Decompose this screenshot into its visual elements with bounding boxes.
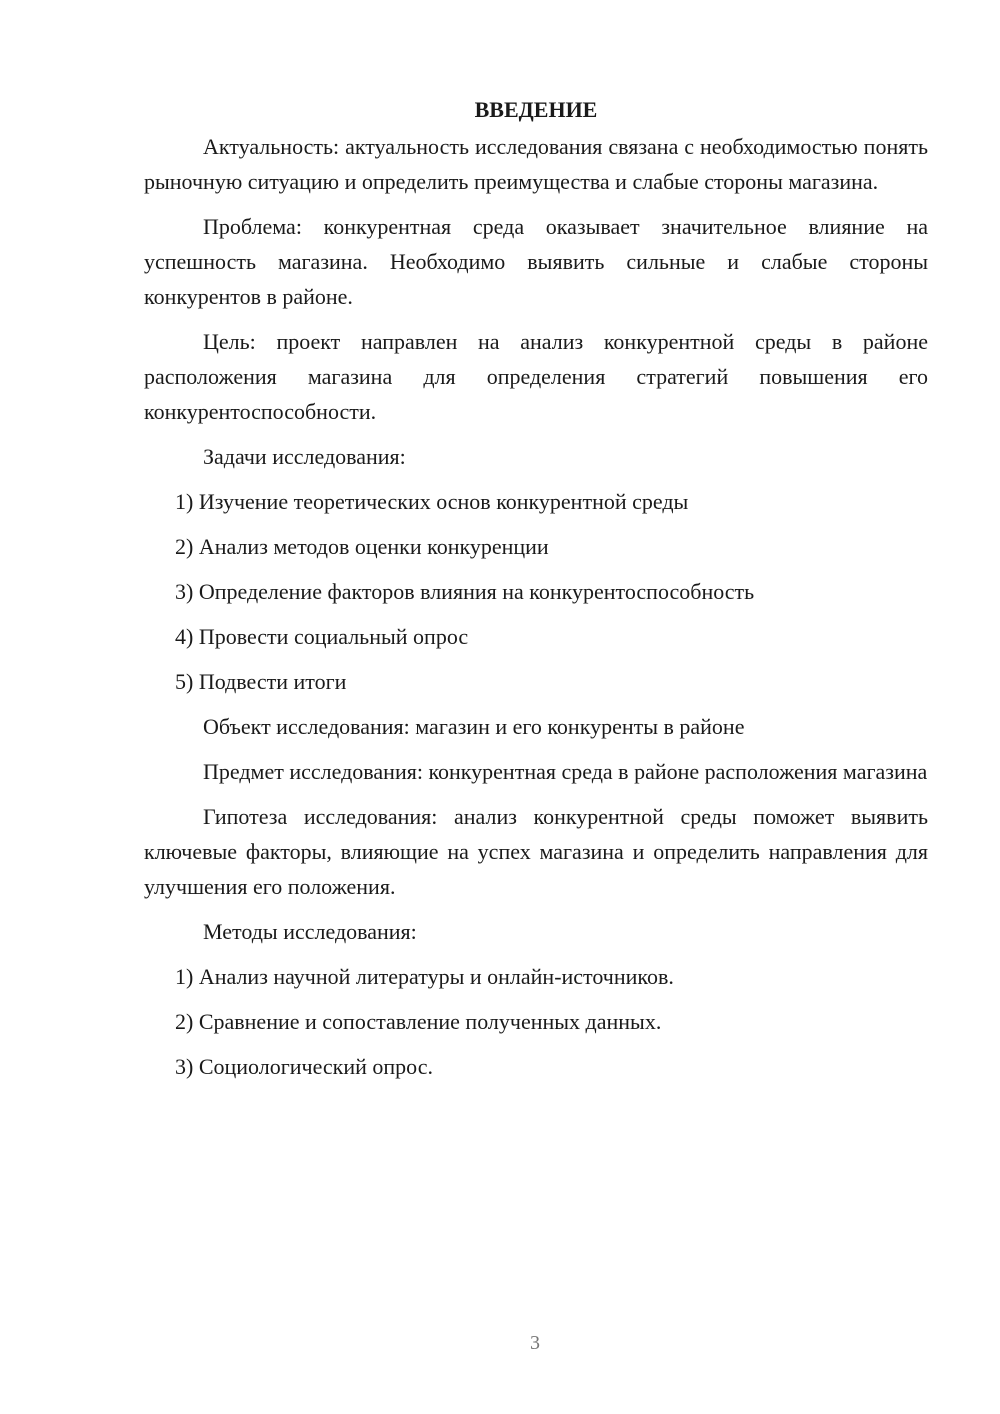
- section-title: ВВЕДЕНИЕ: [474, 97, 598, 122]
- problem-paragraph: Проблема: конкурентная среда оказывает значительное влияние на успешность магазина. Необходимо выявить сильные и слабые стороны конкурентов в районе.: [144, 214, 928, 309]
- list-item: 3) Социологический опрос.: [175, 1054, 433, 1079]
- list-item: 2) Сравнение и сопоставление полученных данных.: [175, 1009, 662, 1034]
- page-number: 3: [530, 1332, 540, 1354]
- list-item: 3) Определение факторов влияния на конкурентоспособность: [175, 579, 755, 604]
- methods-list: [144, 959, 928, 1084]
- list-item: 4) Провести социальный опрос: [175, 624, 469, 649]
- subject-paragraph: Предмет исследования: конкурентная среда в районе расположения магазина: [203, 759, 928, 784]
- methods-heading: Методы исследования:: [203, 919, 417, 944]
- list-item: 2) Анализ методов оценки конкуренции: [175, 534, 549, 559]
- relevance-paragraph: Актуальность: актуальность исследования связана с необходимостью понять рыночную ситуацию и определить преимущества и слабые стороны магазина.: [144, 134, 928, 194]
- list-item: 5) Подвести итоги: [175, 669, 347, 694]
- list-item: 1) Анализ научной литературы и онлайн-источников.: [175, 964, 674, 989]
- tasks-heading: Задачи исследования:: [203, 444, 406, 469]
- tasks-list: [144, 484, 928, 699]
- document-page: [144, 92, 928, 1094]
- list-item: 1) Изучение теоретических основ конкурентной среды: [175, 489, 689, 514]
- hypothesis-paragraph: Гипотеза исследования: анализ конкурентной среды поможет выявить ключевые факторы, влияющие на успех магазина и определить направления для улучшения его положения.: [144, 804, 928, 899]
- goal-paragraph: Цель: проект направлен на анализ конкурентной среды в районе расположения магазина для определения стратегий повышения его конкурентоспособности.: [144, 329, 928, 424]
- object-paragraph: Объект исследования: магазин и его конкуренты в районе: [203, 714, 745, 739]
